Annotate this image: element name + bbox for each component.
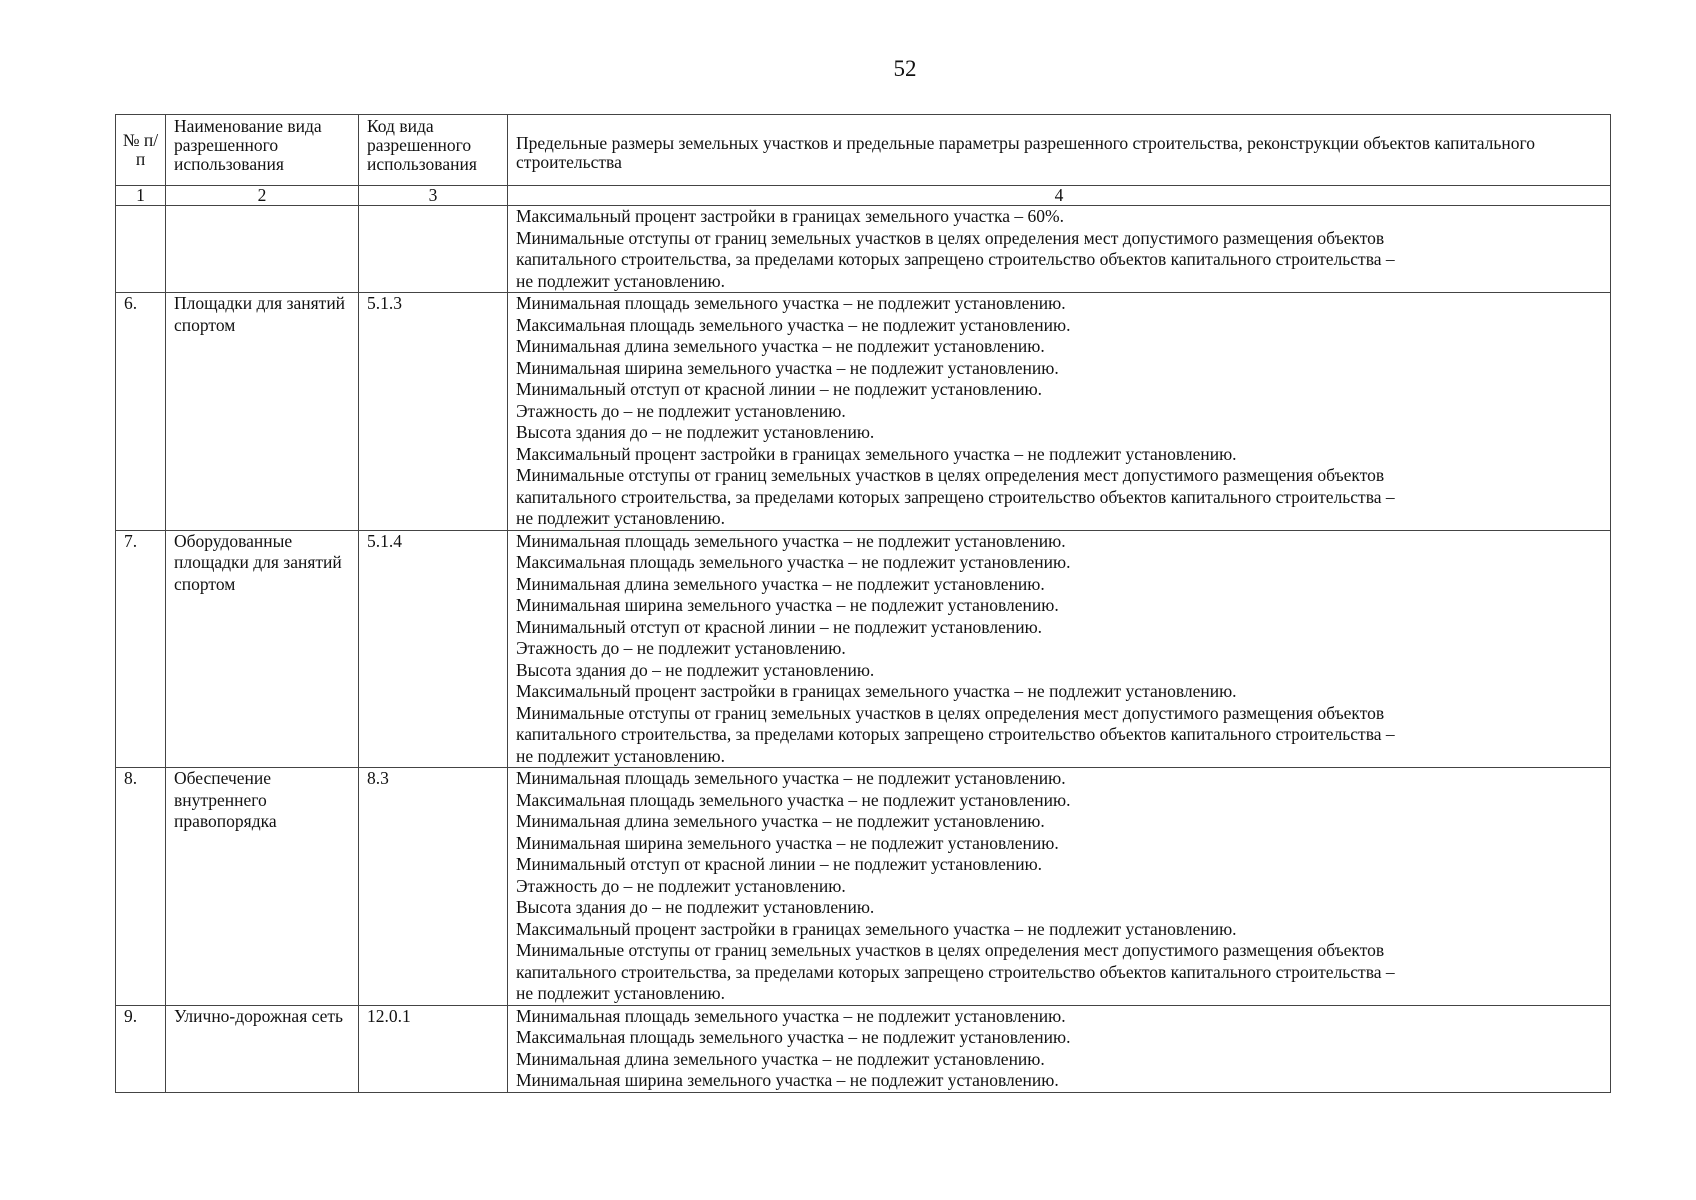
header-name: Наименование вида разрешенного использования — [166, 115, 359, 186]
param-line: Минимальный отступ от красной линии – не подлежит установлению. — [516, 379, 1043, 399]
param-line: Минимальная ширина земельного участка – не подлежит установлению. — [516, 1070, 1059, 1090]
continuation-row — [116, 206, 1611, 293]
param-line: Минимальные отступы от границ земельных участков в целях определения мест допустимого размещения объектов — [516, 940, 1385, 960]
use-type-code: 5.1.4 — [359, 530, 508, 768]
param-line: Минимальная длина земельного участка – не подлежит установлению. — [516, 336, 1045, 356]
param-line: Минимальная длина земельного участка – не подлежит установлению. — [516, 1048, 1045, 1069]
param-line: Минимальная площадь земельного участка – не подлежит установлению. — [516, 768, 1066, 788]
column-index: 4 — [508, 186, 1611, 206]
column-index-row — [116, 186, 1611, 206]
param-line: Максимальная площадь земельного участка – не подлежит установлению. — [516, 1027, 1071, 1047]
param-line: Этажность до – не подлежит установлению. — [516, 638, 846, 658]
table-header-row — [116, 115, 1611, 186]
param-line: не подлежит установлению. — [516, 745, 725, 766]
column-index: 2 — [166, 186, 359, 206]
param-line: Минимальные отступы от границ земельных участков в целях определения мест допустимого размещения объектов — [516, 465, 1385, 485]
param-line: Этажность до – не подлежит установлению. — [516, 400, 846, 421]
param-line: Максимальный процент застройки в границах земельного участка – не подлежит установлению. — [516, 443, 1237, 464]
param-line: Минимальная площадь земельного участка – не подлежит установлению. — [516, 1005, 1066, 1026]
use-type-name: Улично-дорожная сеть — [166, 1005, 359, 1092]
param-line: Минимальная ширина земельного участка – не подлежит установлению. — [516, 595, 1059, 615]
use-type-code: 12.0.1 — [359, 1005, 508, 1092]
land-use-table — [115, 114, 1611, 1093]
param-line: Минимальная ширина земельного участка – не подлежит установлению. — [516, 357, 1059, 378]
continuation-params-cell — [508, 206, 1611, 293]
use-type-name: Обеспечение внутреннего правопорядка — [166, 768, 359, 1006]
table-row — [116, 530, 1611, 768]
use-type-code: 8.3 — [359, 768, 508, 1006]
param-line: Минимальные отступы от границ земельных участков в целях определения мест допустимого размещения объектов — [516, 702, 1385, 723]
param-line: Максимальная площадь земельного участка – не подлежит установлению. — [516, 552, 1071, 572]
param-line: капитального строительства, за пределами которых запрещено строительство объектов капитального строительства – — [516, 486, 1395, 507]
param-line: Минимальная ширина земельного участка – не подлежит установлению. — [516, 832, 1059, 853]
table-row — [116, 768, 1611, 1006]
param-line: Высота здания до – не подлежит установлению. — [516, 659, 875, 680]
continuation-code-cell — [359, 206, 508, 293]
row-number: 7. — [116, 530, 166, 768]
param-line: капитального строительства, за пределами которых запрещено строительство объектов капитального строительства – — [516, 724, 1395, 744]
param-line: Максимальный процент застройки в границах земельного участка – не подлежит установлению. — [516, 681, 1237, 701]
use-type-name: Оборудованные площадки для занятий спортом — [166, 530, 359, 768]
param-line: Максимальный процент застройки в границах земельного участка – не подлежит установлению. — [516, 918, 1237, 939]
param-line: Высота здания до – не подлежит установлению. — [516, 422, 875, 442]
parameters-cell — [508, 530, 1611, 768]
row-number: 9. — [116, 1005, 166, 1092]
table-row — [116, 293, 1611, 531]
header-params: Предельные размеры земельных участков и предельные параметры разрешенного строительства, реконструкции объектов капитального строительства — [508, 115, 1611, 186]
param-line: Высота здания до – не подлежит установлению. — [516, 897, 875, 917]
row-number: 8. — [116, 768, 166, 1006]
parameters-cell — [508, 1005, 1611, 1092]
param-line: капитального строительства, за пределами которых запрещено строительство объектов капитального строительства – — [516, 249, 1395, 269]
param-line: Минимальные отступы от границ земельных участков в целях определения мест допустимого размещения объектов — [516, 227, 1385, 248]
parameters-cell — [508, 293, 1611, 531]
header-code: Код вида разрешенного использования — [359, 115, 508, 186]
column-index: 1 — [116, 186, 166, 206]
param-line: Максимальный процент застройки в границах земельного участка – 60%. — [516, 206, 1065, 226]
continuation-name-cell — [166, 206, 359, 293]
param-line: Минимальная площадь земельного участка – не подлежит установлению. — [516, 530, 1066, 551]
param-line: Минимальный отступ от красной линии – не подлежит установлению. — [516, 854, 1043, 874]
column-index: 3 — [359, 186, 508, 206]
table-row — [116, 1005, 1611, 1092]
row-number: 6. — [116, 293, 166, 531]
page-number: 52 — [893, 56, 917, 81]
param-line: Максимальная площадь земельного участка – не подлежит установлению. — [516, 789, 1071, 810]
parameters-cell — [508, 768, 1611, 1006]
param-line: не подлежит установлению. — [516, 508, 725, 528]
use-type-code: 5.1.3 — [359, 293, 508, 531]
param-line: Минимальная площадь земельного участка – не подлежит установлению. — [516, 293, 1066, 313]
param-line: Минимальный отступ от красной линии – не подлежит установлению. — [516, 616, 1043, 637]
param-line: Минимальная длина земельного участка – не подлежит установлению. — [516, 573, 1045, 594]
param-line: капитального строительства, за пределами которых запрещено строительство объектов капитального строительства – — [516, 961, 1395, 982]
header-num: № п/п — [116, 115, 166, 186]
continuation-num-cell — [116, 206, 166, 293]
param-line: не подлежит установлению. — [516, 983, 725, 1003]
param-line: Минимальная длина земельного участка – не подлежит установлению. — [516, 811, 1045, 831]
use-type-name: Площадки для занятий спортом — [166, 293, 359, 531]
param-line: не подлежит установлению. — [516, 270, 725, 291]
param-line: Этажность до – не подлежит установлению. — [516, 875, 846, 896]
param-line: Максимальная площадь земельного участка – не подлежит установлению. — [516, 314, 1071, 335]
